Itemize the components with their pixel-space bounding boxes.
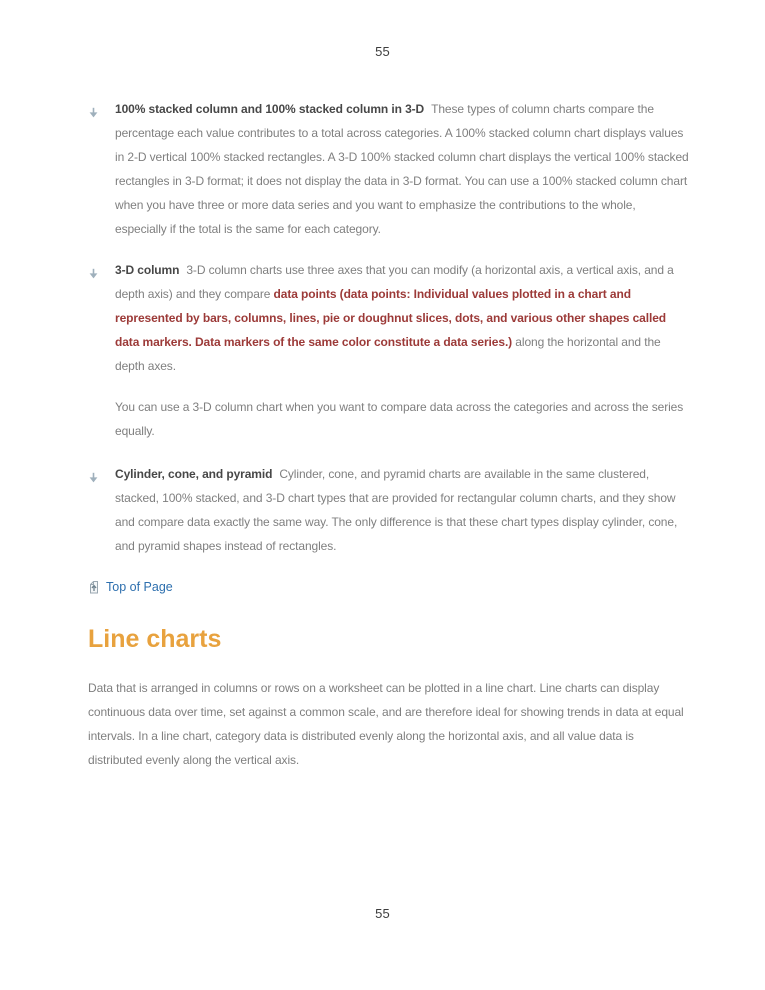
body-text: These types of column charts compare the percentage each value contributes to a total across categories. A 100% stacked column chart displays values in 2-D vertical 100% stacked rectangles. A 3-D 100% stacked column chart displays the vertical 100% stacked rectangles in 3-D format; it does not display the data in 3-D format. You can use a 100% stacked column chart when you have three or more data series and you want to emphasize the contributions to the whole, especially if the total is the same for each category. — [115, 102, 689, 236]
list-item-cylinder-cone-pyramid — [88, 462, 690, 558]
list-item-text — [115, 258, 690, 378]
top-of-page-label: Top of Page — [106, 580, 173, 594]
collapse-arrow-icon — [88, 258, 115, 378]
page-up-arrow-icon — [88, 580, 100, 595]
top-of-page-link[interactable] — [88, 575, 173, 599]
body-text: Cylinder, cone, and pyramid charts are available in the same clustered, stacked, 100% stacked, and 3-D chart types that are provided for rectangular column charts, and they show and compare data exactly the same way. The only difference is that these chart types display cylinder, cone, and pyramid shapes instead of rectangles. — [115, 467, 678, 553]
run-in-heading: Cylinder, cone, and pyramid — [115, 467, 273, 481]
run-in-heading: 3-D column — [115, 263, 180, 277]
list-item-3d-column — [88, 258, 690, 378]
section-heading-line-charts: Line charts — [88, 625, 222, 653]
page-number-bottom: 55 — [375, 906, 390, 921]
list-item-paragraph: You can use a 3-D column chart when you want to compare data across the categories and across the series equally. — [115, 400, 684, 438]
page-number-top: 55 — [375, 44, 390, 59]
collapse-arrow-icon — [88, 462, 115, 558]
document-body — [0, 97, 765, 772]
run-in-heading: 100% stacked column and 100% stacked column in 3-D — [115, 102, 425, 116]
body-text: along the horizontal and the depth axes. — [115, 335, 661, 373]
collapse-arrow-icon — [88, 97, 115, 241]
section-paragraph: Data that is arranged in columns or rows on a worksheet can be plotted in a line chart. Line charts can display continuous data over time, set against a common scale, and are therefore ideal for showing trends in data at equal intervals. In a line chart, category data is distributed evenly along the horizontal axis, and all value data is distributed evenly along the vertical axis. — [88, 681, 684, 767]
list-item-text — [115, 97, 690, 241]
glossary-definition: data points (data points: Individual values plotted in a chart and represented by bars, columns, lines, pie or doughnut slices, dots, and various other shapes called data markers. Data markers of the same color constitute a data series.) — [115, 287, 667, 349]
body-text: 3-D column charts use three axes that you can modify (a horizontal axis, a vertical axis, and a depth axis) and they compare — [115, 263, 674, 301]
list-item-stacked-column — [88, 97, 690, 241]
list-item-text — [115, 462, 690, 558]
